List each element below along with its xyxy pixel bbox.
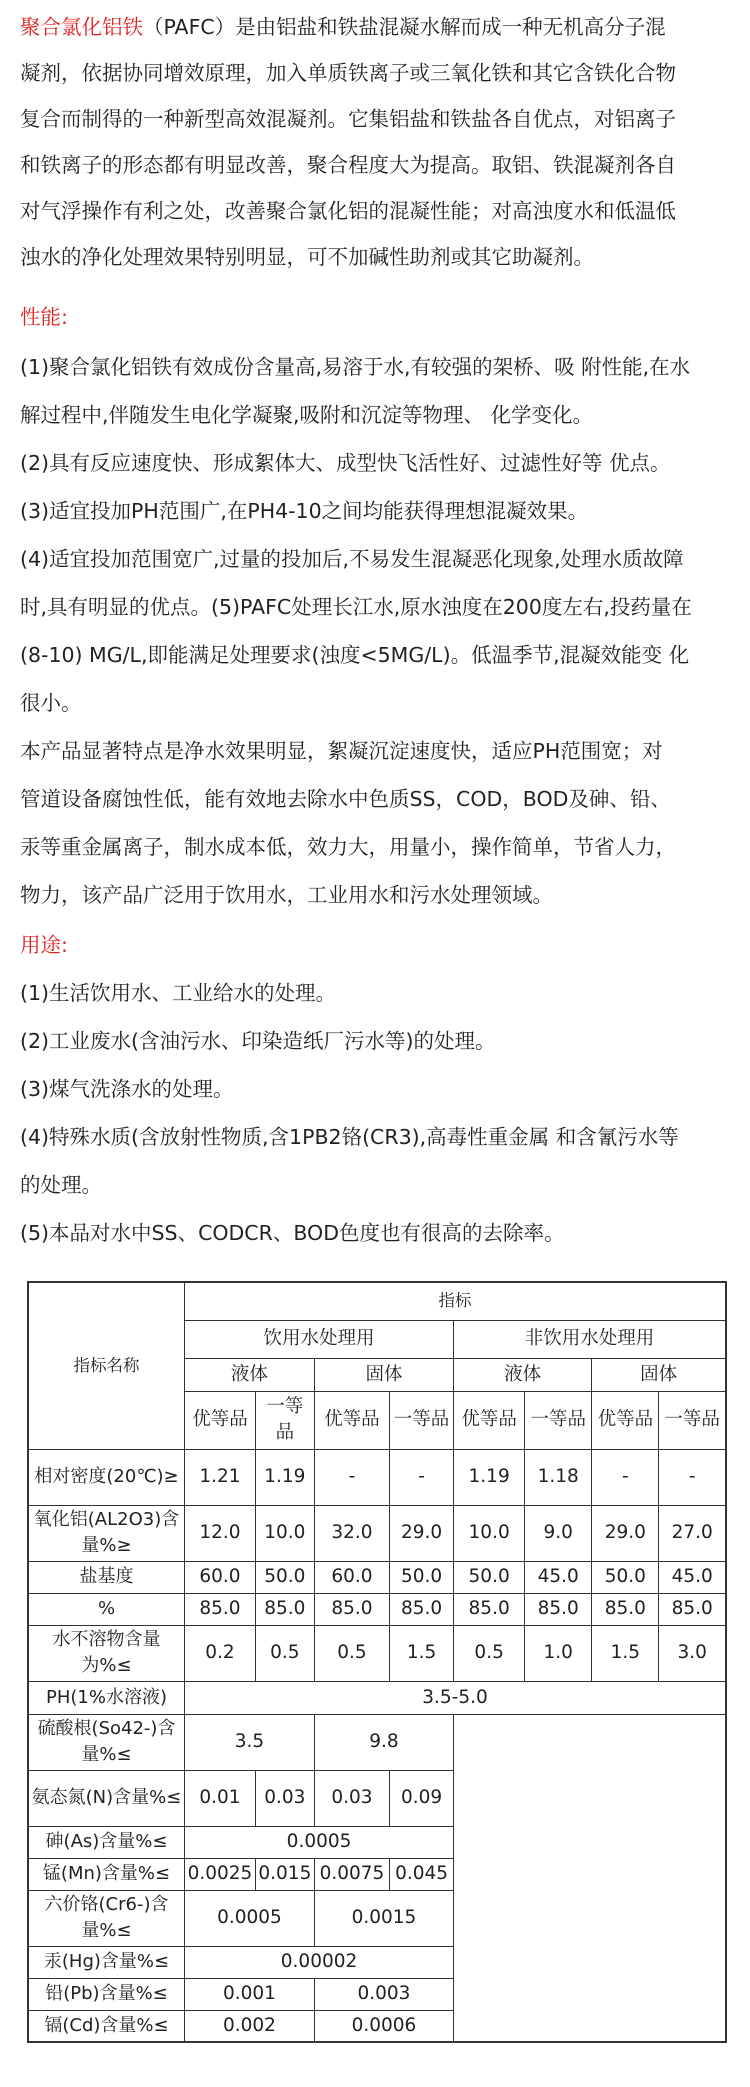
row-label: 水不溶物含量为%≤ — [28, 1625, 185, 1681]
intro-line: 和铁离子的形态都有明显改善，聚合程度大为提高。取铝、铁混凝剂各自 — [20, 153, 676, 177]
spec-table — [27, 1281, 727, 2043]
table-cell: 50.0 — [390, 1561, 454, 1593]
table-cell: 85.0 — [255, 1593, 314, 1625]
table-cell: 85.0 — [454, 1593, 525, 1625]
table-cell: 0.0006 — [314, 2010, 453, 2042]
row-label: 砷(As)含量%≤ — [28, 1826, 185, 1858]
table-cell: - — [659, 1449, 726, 1505]
usage-line: (1)生活饮用水、工业给水的处理。 — [20, 981, 337, 1005]
table-row — [28, 1714, 726, 1770]
table-cell: 0.5 — [255, 1625, 314, 1681]
header-drinking: 饮用水处理用 — [185, 1320, 454, 1358]
intro-line: 浊水的净化处理效果特别明显，可不加碱性助剂或其它助凝剂。 — [20, 245, 594, 269]
header-first-grade: 一等品 — [525, 1391, 592, 1449]
table-cell: 0.0025 — [185, 1858, 256, 1890]
row-label: 盐基度 — [28, 1561, 185, 1593]
table-cell: 10.0 — [454, 1505, 525, 1561]
table-cell: 1.5 — [390, 1625, 454, 1681]
header-liquid: 液体 — [454, 1358, 592, 1391]
product-name: 聚合氯化铝铁 — [20, 15, 143, 39]
table-cell: 0.045 — [390, 1858, 454, 1890]
header-first-grade: 一等品 — [255, 1391, 314, 1449]
table-cell: 1.19 — [454, 1449, 525, 1505]
row-label: 铅(Pb)含量%≤ — [28, 1978, 185, 2010]
row-label: 氧化铝(AL2O3)含量%≥ — [28, 1505, 185, 1561]
usage-heading: 用途: — [20, 933, 68, 957]
table-cell: 0.09 — [390, 1770, 454, 1826]
usage-line: 的处理。 — [20, 1173, 102, 1197]
header-name-col: 指标名称 — [28, 1282, 185, 1449]
table-cell: 0.003 — [314, 1978, 453, 2010]
table-row — [28, 1593, 726, 1625]
row-label: 相对密度(20℃)≥ — [28, 1449, 185, 1505]
usage-line: (3)煤气洗涤水的处理。 — [20, 1077, 234, 1101]
table-row — [28, 1625, 726, 1681]
table-cell: 45.0 — [659, 1561, 726, 1593]
table-cell: 0.03 — [255, 1770, 314, 1826]
header-superior: 优等品 — [185, 1391, 256, 1449]
performance-line: (2)具有反应速度快、形成絮体大、成型快飞活性好、过滤性好等 优点。 — [20, 451, 671, 475]
table-cell: 27.0 — [659, 1505, 726, 1561]
performance-line: 汞等重金属离子，制水成本低，效力大，用量小，操作简单，节省人力， — [20, 835, 676, 859]
intro-line-1 — [20, 4, 666, 50]
performance-line: (4)适宜投加范围宽广,过量的投加后,不易发生混凝恶化现象,处理水质故障 — [20, 547, 684, 571]
table-cell: 1.5 — [592, 1625, 659, 1681]
table-cell: - — [390, 1449, 454, 1505]
table-cell: 3.0 — [659, 1625, 726, 1681]
row-label: 氨态氮(N)含量%≤ — [28, 1770, 185, 1826]
table-cell: 1.18 — [525, 1449, 592, 1505]
table-cell: 0.0015 — [314, 1890, 453, 1946]
performance-heading: 性能: — [20, 305, 68, 329]
table-cell: 1.19 — [255, 1449, 314, 1505]
row-label: 硫酸根(So42-)含量%≤ — [28, 1714, 185, 1770]
intro-line: 对气浮操作有利之处，改善聚合氯化铝的混凝性能；对高浊度水和低温低 — [20, 199, 676, 223]
table-cell: 0.5 — [314, 1625, 389, 1681]
table-cell: 0.001 — [185, 1978, 315, 2010]
performance-line: 物力，该产品广泛用于饮用水，工业用水和污水处理领域。 — [20, 883, 553, 907]
intro-line: 凝剂，依据协同增效原理，加入单质铁离子或三氧化铁和其它含铁化合物 — [20, 61, 676, 85]
header-solid: 固体 — [592, 1358, 726, 1391]
table-cell: 0.015 — [255, 1858, 314, 1890]
table-cell: 0.0005 — [185, 1890, 315, 1946]
table-cell: 9.8 — [314, 1714, 453, 1770]
performance-line: (3)适宜投加PH范围广,在PH4-10之间均能获得理想混凝效果。 — [20, 499, 589, 523]
intro-line: 复合而制得的一种新型高效混凝剂。它集铝盐和铁盐各自优点，对铝离子 — [20, 107, 676, 131]
table-cell: 60.0 — [314, 1561, 389, 1593]
table-cell: 0.002 — [185, 2010, 315, 2042]
table-cell: 85.0 — [185, 1593, 256, 1625]
table-row — [28, 1449, 726, 1505]
performance-line: 很小。 — [20, 691, 82, 715]
table-cell: 85.0 — [525, 1593, 592, 1625]
table-row — [28, 1505, 726, 1561]
table-cell: 0.2 — [185, 1625, 256, 1681]
table-cell: 0.0075 — [314, 1858, 389, 1890]
table-cell: 3.5-5.0 — [185, 1681, 726, 1714]
header-non-drinking: 非饮用水处理用 — [454, 1320, 726, 1358]
header-indicator: 指标 — [185, 1282, 726, 1320]
table-cell: 85.0 — [314, 1593, 389, 1625]
table-cell: 3.5 — [185, 1714, 315, 1770]
table-cell: 0.03 — [314, 1770, 389, 1826]
table-cell: 10.0 — [255, 1505, 314, 1561]
table-cell: 85.0 — [659, 1593, 726, 1625]
table-cell: - — [592, 1449, 659, 1505]
row-label: 汞(Hg)含量%≤ — [28, 1946, 185, 1978]
usage-line: (2)工业废水(含油污水、印染造纸厂污水等)的处理。 — [20, 1029, 496, 1053]
table-cell: 85.0 — [592, 1593, 659, 1625]
table-cell: 85.0 — [390, 1593, 454, 1625]
table-cell: 9.0 — [525, 1505, 592, 1561]
performance-line: (8-10) MG/L,即能满足处理要求(浊度<5MG/L)。低温季节,混凝效能变 化 — [20, 643, 690, 667]
row-label: 锰(Mn)含量%≤ — [28, 1858, 185, 1890]
performance-line: 管道设备腐蚀性低，能有效地去除水中色质SS，COD，BOD及砷、铅、 — [20, 787, 671, 811]
header-superior: 优等品 — [592, 1391, 659, 1449]
table-cell: 60.0 — [185, 1561, 256, 1593]
table-cell: 0.00002 — [185, 1946, 454, 1978]
table-cell: 50.0 — [592, 1561, 659, 1593]
usage-line: (4)特殊水质(含放射性物质,含1PB2铬(CR3),高毒性重金属 和含氰污水等 — [20, 1125, 679, 1149]
performance-line: 时,具有明显的优点。(5)PAFC处理长江水,原水浊度在200度左右,投药量在 — [20, 595, 692, 619]
table-cell: 1.0 — [525, 1625, 592, 1681]
row-label: 六价铬(Cr6-)含量%≤ — [28, 1890, 185, 1946]
performance-line: 本产品显著特点是净水效果明显，絮凝沉淀速度快，适应PH范围宽；对 — [20, 739, 663, 763]
performance-line: (1)聚合氯化铝铁有效成份含量高,易溶于水,有较强的架桥、吸 附性能,在水 — [20, 355, 691, 379]
table-cell: 50.0 — [255, 1561, 314, 1593]
header-first-grade: 一等品 — [659, 1391, 726, 1449]
table-cell: 0.0005 — [185, 1826, 454, 1858]
table-cell: 29.0 — [592, 1505, 659, 1561]
table-cell: 0.01 — [185, 1770, 256, 1826]
usage-line: (5)本品对水中SS、CODCR、BOD色度也有很高的去除率。 — [20, 1221, 565, 1245]
table-row — [28, 1561, 726, 1593]
table-cell: 32.0 — [314, 1505, 389, 1561]
row-label: PH(1%水溶液) — [28, 1681, 185, 1714]
header-superior: 优等品 — [314, 1391, 389, 1449]
table-cell: 45.0 — [525, 1561, 592, 1593]
table-cell: 0.5 — [454, 1625, 525, 1681]
header-first-grade: 一等品 — [390, 1391, 454, 1449]
intro-first-line: （PAFC）是由铝盐和铁盐混凝水解而成一种无机高分子混 — [143, 15, 666, 39]
table-cell: 50.0 — [454, 1561, 525, 1593]
row-label: % — [28, 1593, 185, 1625]
header-liquid: 液体 — [185, 1358, 315, 1391]
table-cell: 1.21 — [185, 1449, 256, 1505]
table-cell: 29.0 — [390, 1505, 454, 1561]
header-superior: 优等品 — [454, 1391, 525, 1449]
row-label: 镉(Cd)含量%≤ — [28, 2010, 185, 2042]
table-cell: 12.0 — [185, 1505, 256, 1561]
header-solid: 固体 — [314, 1358, 453, 1391]
table-cell: - — [314, 1449, 389, 1505]
table-row — [28, 1681, 726, 1714]
blank-area — [454, 1714, 726, 2042]
performance-line: 解过程中,伴随发生电化学凝聚,吸附和沉淀等物理、 化学变化。 — [20, 403, 594, 427]
